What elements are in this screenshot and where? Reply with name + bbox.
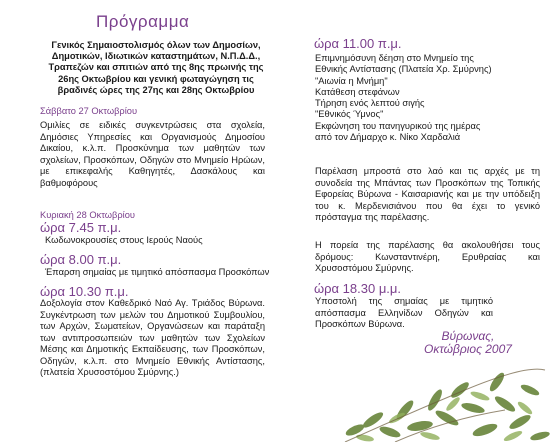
ceremony-line: Εκφώνηση του πανηγυρικού της ημέρας [315,120,481,131]
ceremony-line: Κατάθεση στεφάνων [315,86,400,97]
parade-paragraph: Παρέλαση μπροστά στο λαό και τις αρχές με τη συνοδεία της Μπάντας των Προσκόπων της Τοπικής Εφορείας Βύρωνα - Καισαριανής και με την υπόδειξη του κ. Μερδενισιάνου που θα έχει το γενικό πρόσταγμα της παρέλασης. [315,166,540,222]
sign-date: Οκτώβριος 2007 [424,342,512,356]
ceremony-line: Εθνικής Αντίστασης (Πλατεία Χρ. Σμύρνης) [315,64,492,75]
saturday-text: Ομιλίες σε ειδικές συγκεντρώσεις στα σχολεία, Δημόσιες Υπηρεσίες και Οργανισμούς Δημοσίου Δικαίου, κ.λ.π. Προσκύνημα των μαθητών των σχολείων, Προσκόπων, Οδηγών στο Μνημείο Ηρώων, με επικεφαλής Καθηγητές, Δασκάλους και βαθμοφόρους [40,120,265,188]
text-0800: Έπαρση σημαίας με τιμητικό απόσπασμα Προσκόπων [45,267,270,277]
time-1030: ώρα 10.30 π.μ. [40,284,129,299]
time-0745: ώρα 7.45 π.μ. [40,220,122,235]
time-0800: ώρα 8.00 π.μ. [40,252,122,267]
time-1100: ώρα 11.00 π.μ. [314,36,402,51]
ceremony-line: από τον Δήμαρχο κ. Νίκο Χαρδαλιά [315,132,461,143]
ceremony-line: Τήρηση ενός λεπτού σιγής [315,98,425,109]
sign-place: Βύρωνας, [441,329,495,343]
saturday-date: Σάββατο 27 Οκτωβρίου [40,106,138,116]
signature [424,330,512,356]
text-1830: Υποστολή της σημαίας με τιμητικό απόσπασμα Ελληνίδων Οδηγών και Προσκόπων Βύρωνα. [315,296,493,329]
route-paragraph: Η πορεία της παρέλασης θα ακολουθήσει τους δρόμους: Κωνσταντινέρη, Ερυθραίας και Χρυσοστόμου Σμύρνης. [315,240,540,273]
text-1030: Δοξολογία στον Καθεδρικό Ναό Αγ. Τριάδος Βύρωνα. Συγκέντρωση των μελών του Δημοτικού Συμβουλίου, των Αρχών, Σωματείων, Οργανώσεων και παράταξη των αντιπροσωπειών των μαθητών των Σχολείων Μέσης και Δημοτικής Εκπαίδευσης, των Προσκόπων, Οδηγών, κ.λ.π. στο Μνημείο Εθνικής Αντίστασης, (πλατεία Χρυσοστόμου Σμύρνης.) [40,298,265,377]
ceremony-list [315,53,545,143]
ceremony-line: "Εθνικός Ύμνος" [315,109,384,120]
ceremony-line: "Αιωνία η Μνήμη" [315,75,388,86]
intro-paragraph: Γενικός Σημαιοστολισμός όλων των Δημοσίων, Δημοτικών, Ιδιωτικών καταστημάτων, Ν.Π.Δ.Δ., Τραπεζών και σπιτιών από της 8ης πρωινής της 26ης Οκτωβρίου και γενική φωταγώγηση τις βραδινές ώρες της 27ης και 28ης Οκτωβρίου [48,40,264,95]
sunday-date: Κυριακή 28 Οκτωβρίου [40,210,135,220]
olive-branch-illustration [335,360,550,442]
time-1830: ώρα 18.30 μ.μ. [314,281,402,296]
program-title: Πρόγραμμα [96,12,190,31]
ceremony-line: Επιμνημόσυνη δέηση στο Μνημείο της [315,53,474,63]
text-0745: Κωδωνοκρουσίες στους Ιερούς Ναούς [45,235,203,245]
